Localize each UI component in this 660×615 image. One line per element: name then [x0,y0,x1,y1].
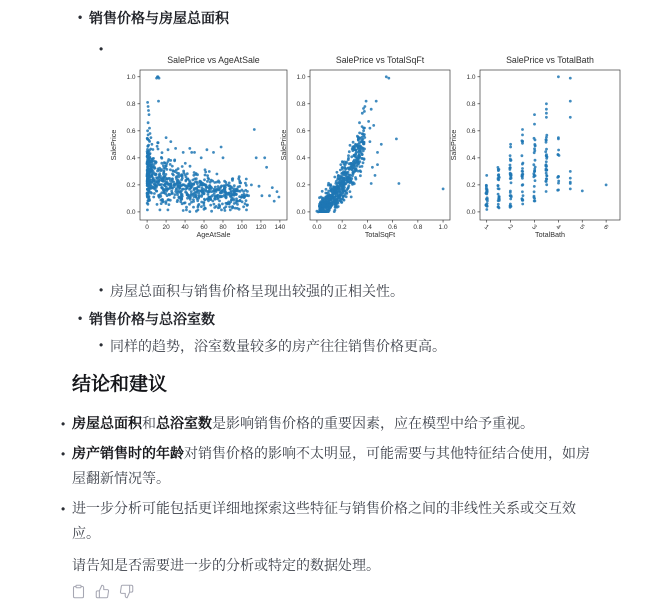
conclusion-bullet [61,496,593,546]
svg-text:1.0: 1.0 [126,73,136,81]
bullet-text: 房屋总面积与销售价格呈现出较强的正相关性。 [110,283,404,299]
svg-text:SalePrice: SalePrice [109,129,118,161]
bullet-text: 销售价格与房屋总面积 [89,10,229,26]
svg-text:120: 120 [255,224,267,231]
svg-text:100: 100 [236,224,248,231]
bullet-marker: • [78,311,83,325]
bullet-marker: • [78,10,83,24]
conclusion-text-segment: 和 [142,415,156,431]
svg-text:6: 6 [602,223,610,232]
svg-text:0.0: 0.0 [126,209,136,217]
svg-text:80: 80 [219,224,227,231]
svg-text:0.2: 0.2 [296,182,306,190]
svg-text:0.8: 0.8 [413,224,423,231]
message-actions [70,583,660,603]
clipboard-icon [71,584,86,602]
svg-text:TotalBath: TotalBath [535,230,565,239]
thumbs-up-icon [95,584,110,602]
bullet-bath-trend-note [99,336,660,357]
svg-text:1.0: 1.0 [296,73,306,81]
bullet-empty-figure-item [99,40,660,56]
bullet-text: 销售价格与总浴室数 [89,311,215,327]
conclusion-text-segment: 进一步分析可能包括更详细地探索这些特征与销售价格之间的非线性关系或交互效应。 [72,500,576,541]
thumbs-down-button[interactable] [118,583,135,603]
conclusion-text-segment: 房产销售时的年龄 [72,445,184,461]
svg-text:4: 4 [554,223,562,232]
conclusion-text-segment: 房屋总面积 [72,415,142,431]
svg-text:SalePrice: SalePrice [449,129,458,161]
svg-text:1: 1 [482,223,490,232]
svg-text:1.0: 1.0 [466,73,476,81]
svg-text:60: 60 [200,224,208,231]
svg-text:0.6: 0.6 [466,128,476,136]
conclusion-bullet [61,441,593,491]
conclusion-text-segment: 总浴室数 [156,415,212,431]
svg-text:140: 140 [274,224,286,231]
conclusion-list [61,411,593,546]
svg-text:3: 3 [530,223,538,232]
svg-text:0.0: 0.0 [466,209,476,217]
svg-text:SalePrice vs AgeAtSale: SalePrice vs AgeAtSale [167,55,260,65]
scatter-plots-figure [100,50,660,250]
svg-text:0.8: 0.8 [126,100,136,108]
svg-text:0.6: 0.6 [388,224,398,231]
bullet-marker: • [99,338,104,352]
svg-text:0.2: 0.2 [337,224,347,231]
thumbs-down-icon [119,584,134,602]
bullet-marker: • [61,417,66,431]
svg-text:0.0: 0.0 [312,224,322,231]
bullet-marker: • [99,283,104,297]
svg-text:5: 5 [578,223,586,232]
svg-text:0.6: 0.6 [296,128,306,136]
closing-text: 请告知是否需要进一步的分析或特定的数据处理。 [72,557,380,573]
svg-text:SalePrice vs TotalSqFt: SalePrice vs TotalSqFt [335,55,425,65]
svg-text:SalePrice: SalePrice [279,129,288,161]
svg-text:SalePrice vs TotalBath: SalePrice vs TotalBath [506,55,594,65]
bullet-marker: • [61,502,66,516]
svg-text:AgeAtSale: AgeAtSale [196,230,231,239]
conclusion-heading: 结论和建议 [72,374,168,395]
svg-text:0.0: 0.0 [296,209,306,217]
bullet-area-correlation-note [99,281,660,302]
conclusion-text-segment: 是影响销售价格的重要因素，应在模型中给予重视。 [212,415,534,431]
conclusion-text-segment: 对销售价格的影响不太明显，可能需要与其他特征结合使用，如房屋翻新情况等。 [72,445,590,486]
thumbs-up-button[interactable] [94,583,111,603]
scatter-plots-svg [100,50,660,250]
assistant-message [0,8,660,615]
svg-text:0.6: 0.6 [126,128,136,136]
svg-text:2: 2 [506,223,514,232]
svg-text:20: 20 [162,224,170,231]
svg-text:0.2: 0.2 [466,182,476,190]
bullet-sale-price-vs-area [78,8,660,29]
svg-text:0.4: 0.4 [126,155,136,163]
svg-text:40: 40 [181,224,189,231]
svg-text:0.2: 0.2 [126,182,136,190]
bullet-marker: • [61,447,66,461]
copy-button[interactable] [70,583,87,603]
bullet-sale-price-vs-bath [78,309,660,330]
svg-text:0.8: 0.8 [466,100,476,108]
svg-text:0.4: 0.4 [362,224,372,231]
svg-text:0.4: 0.4 [296,155,306,163]
bullet-marker: • [99,42,104,56]
svg-text:TotalSqFt: TotalSqFt [364,230,396,239]
svg-text:1.0: 1.0 [438,224,448,231]
bullet-text: 同样的趋势，浴室数量较多的房产往往销售价格更高。 [110,338,446,354]
svg-text:0.4: 0.4 [466,155,476,163]
svg-text:0.8: 0.8 [296,100,306,108]
conclusion-bullet [61,411,593,436]
svg-text:0: 0 [145,224,149,231]
